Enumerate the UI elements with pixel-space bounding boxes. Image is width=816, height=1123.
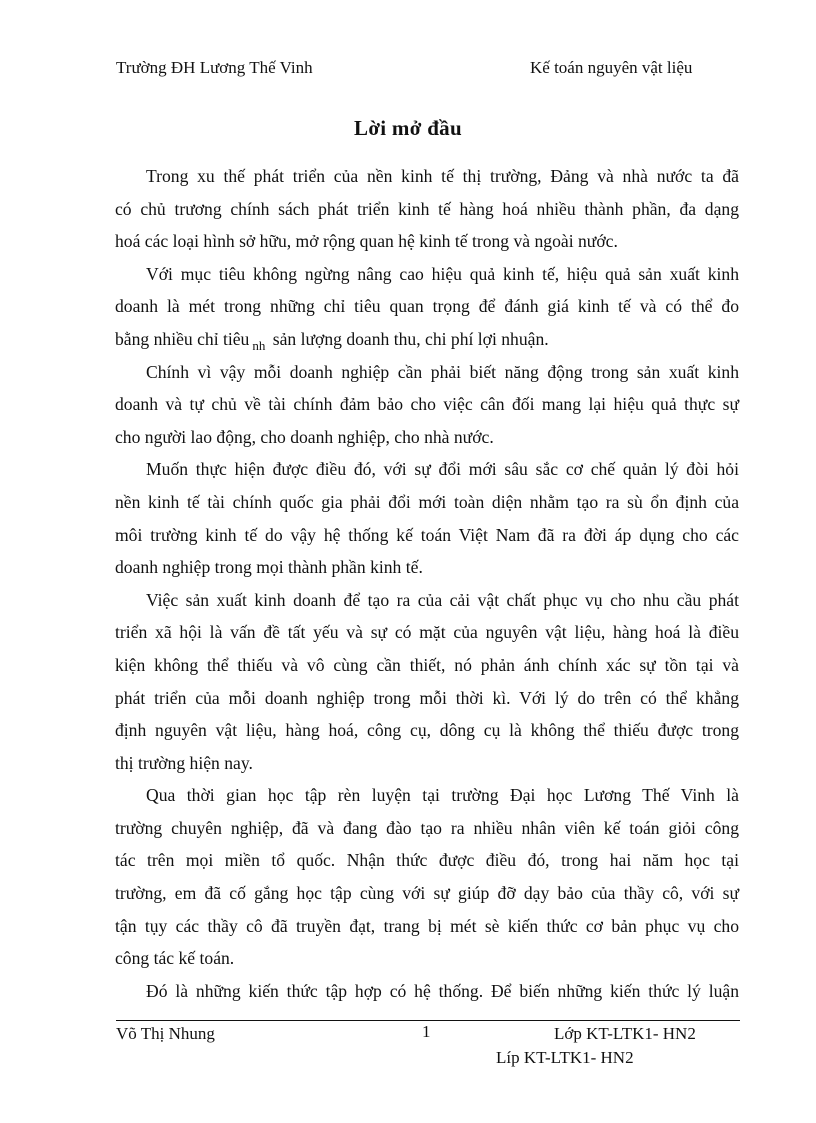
text-line: trường, em đã cố gắng học tập cùng với sự giúp đỡ dạy bảo của thầy cô, với sự <box>115 883 739 904</box>
text-line: công tác kế toán. <box>115 948 235 969</box>
text-line: doanh và tự chủ về tài chính đảm bảo cho việc cân đối mang lại hiệu quả thực sự <box>115 394 739 415</box>
document-title: Lời mở đầu <box>354 116 462 140</box>
text-line: môi trường kinh tế do vậy hệ thống kế toán Việt Nam đã ra đời áp dụng cho các <box>115 524 739 545</box>
text-line: hoá các loại hình sở hữu, mở rộng quan hệ kinh tế trong và ngoài nước. <box>115 231 618 252</box>
footer-divider <box>116 1020 740 1021</box>
page-number: 1 <box>422 1022 431 1041</box>
text-line: tận tụy các thầy cô đã truyền đạt, trang bị mét sè kiến thức cơ bản phục vụ cho <box>115 915 739 936</box>
text-line: Đó là những kiến thức tập hợp có hệ thống. Để biến những kiến thức lý luận <box>146 980 739 1001</box>
text-line <box>115 323 739 356</box>
text-line: phát triển của mỗi doanh nghiệp trong mỗi thời kì. Với lý do trên có thể khẳng <box>115 687 739 708</box>
text-line: có chủ trương chính sách phát triển kinh tế hàng hoá nhiều thành phần, đa dạng <box>115 198 739 219</box>
footer-class-label-duplicate: Líp KT-LTK1- HN2 <box>496 1048 634 1067</box>
paragraph-4 <box>115 453 739 583</box>
text-line: Qua thời gian học tập rèn luyện tại trường Đại học Lương Thế Vinh là <box>146 785 739 806</box>
text-line: kiện không thể thiếu và vô cùng cần thiết, nó phản ánh chính xác sự tồn tại và <box>115 654 739 675</box>
text-segment: sản lượng doanh thu, chi phí lợi nhuận. <box>272 328 549 349</box>
text-segment: bằng nhiều chỉ tiêu <box>115 328 250 349</box>
page-header <box>116 58 716 82</box>
text-line: nền kinh tế tài chính quốc gia phải đổi mới toàn diện nhằm tạo ra sù ổn định của <box>115 491 739 512</box>
text-line: Trong xu thế phát triển của nền kinh tế thị trường, Đảng và nhà nước ta đã <box>146 166 739 186</box>
footer-author-name: Võ Thị Nhung <box>116 1024 215 1043</box>
text-line: Với mục tiêu không ngừng nâng cao hiệu quả kinh tế, hiệu quả sản xuất kinh <box>146 263 739 284</box>
paragraph-1 <box>115 160 739 258</box>
paragraph-2 <box>115 258 739 356</box>
text-line: trường chuyên nghiệp, đã và đang đào tạo ra nhiều nhân viên kế toán giỏi công <box>115 817 739 838</box>
text-line: doanh là mét trong những chỉ tiêu quan trọng để đánh giá kinh tế và có thể đo <box>115 296 739 317</box>
paragraph-5 <box>115 584 739 780</box>
text-line: Việc sản xuất kinh doanh để tạo ra của cải vật chất phục vụ cho nhu cầu phát <box>146 589 739 610</box>
text-line: cho người lao động, cho doanh nghiệp, cho nhà nước. <box>115 426 494 447</box>
paragraph-7 <box>115 975 739 1008</box>
document-body <box>115 160 739 1007</box>
paragraph-6 <box>115 779 739 975</box>
small-text-fragment: nh <box>252 337 266 353</box>
text-line: thị trường hiện nay. <box>115 752 253 773</box>
header-school-name: Trường ĐH Lương Thế Vinh <box>116 58 313 77</box>
text-line: doanh nghiệp trong mọi thành phần kinh tế. <box>115 557 423 578</box>
paragraph-3 <box>115 356 739 454</box>
text-line: Chính vì vậy mỗi doanh nghiệp cần phải biết năng động trong sản xuất kinh <box>146 361 739 382</box>
header-document-topic: Kế toán nguyên vật liệu <box>530 58 693 77</box>
text-line: triển xã hội là vấn đề tất yếu và sự có mặt của nguyên vật liệu, hàng hoá là điều <box>115 622 739 643</box>
text-line: tác trên mọi miền tổ quốc. Nhận thức được điều đó, trong hai năm học tại <box>115 850 739 871</box>
text-line: định nguyên vật liệu, hàng hoá, công cụ, dông cụ là không thể thiếu được trong <box>115 720 739 741</box>
footer-class-label: Lớp KT-LTK1- HN2 <box>554 1024 696 1043</box>
text-line: Muốn thực hiện được điều đó, với sự đổi mới sâu sắc cơ chế quản lý đòi hỏi <box>146 459 739 480</box>
